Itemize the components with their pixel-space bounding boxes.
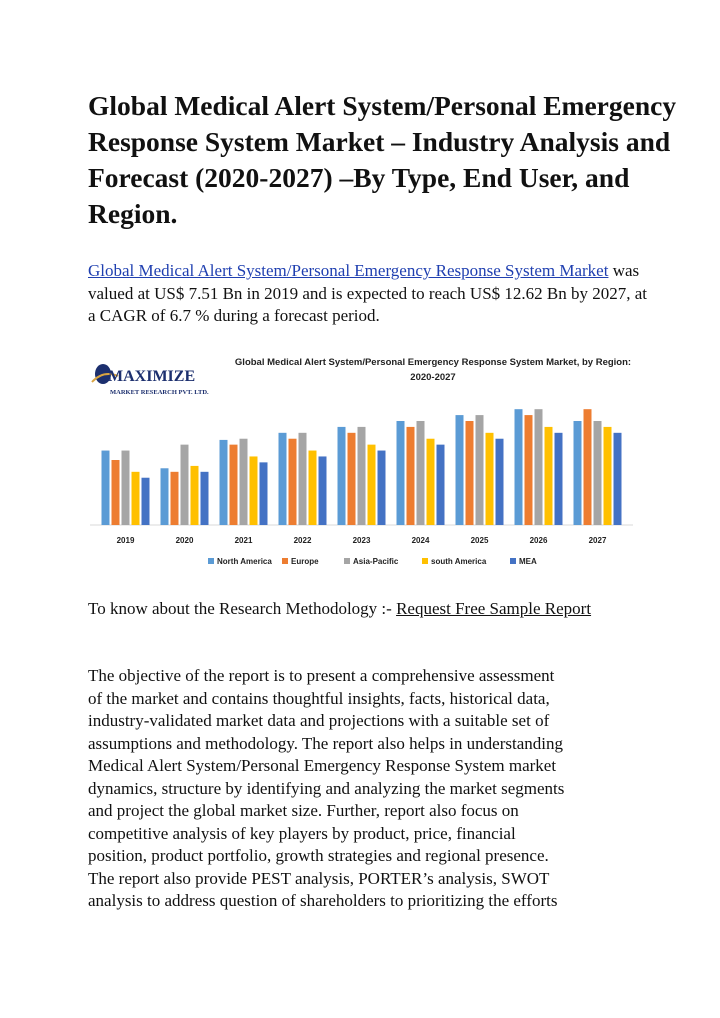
bar-south-america-2019 (132, 472, 140, 525)
bar-asia-pacific-2024 (417, 421, 425, 525)
bar-asia-pacific-2019 (122, 451, 130, 525)
bar-north-america-2026 (515, 409, 523, 525)
bar-asia-pacific-2022 (299, 433, 307, 525)
bar-mea-2020 (201, 472, 209, 525)
methodology-paragraph (88, 598, 648, 621)
x-tick-label: 2020 (175, 536, 194, 545)
x-tick-label: 2023 (352, 536, 371, 545)
intro-paragraph (88, 260, 648, 328)
bar-south-america-2027 (604, 427, 612, 525)
bar-north-america-2023 (338, 427, 346, 525)
bar-south-america-2023 (368, 445, 376, 525)
legend-label: North America (217, 557, 272, 566)
x-tick-label: 2027 (588, 536, 607, 545)
bar-europe-2020 (171, 472, 179, 525)
body-line: and project the global market size. Further, report also focus on (88, 801, 519, 820)
legend-swatch (282, 558, 288, 564)
body-line: The report also provide PEST analysis, PORTER’s analysis, SWOT (88, 868, 550, 888)
bar-mea-2026 (555, 433, 563, 525)
legend-swatch (422, 558, 428, 564)
maximize-logo (92, 364, 209, 396)
bar-south-america-2022 (309, 451, 317, 525)
logo-tagline: MARKET RESEARCH PVT. LTD. (110, 389, 209, 396)
body-line: dynamics, structure by identifying and analyzing the market segments (88, 778, 565, 798)
bar-mea-2019 (142, 478, 150, 525)
report-description (88, 665, 648, 913)
legend-swatch (344, 558, 350, 564)
bar-asia-pacific-2020 (181, 445, 189, 525)
bar-europe-2023 (348, 433, 356, 525)
bar-asia-pacific-2026 (535, 409, 543, 525)
logo-name: MAXIMIZE (108, 368, 196, 385)
body-line: competitive analysis of key players by product, price, financial (88, 823, 516, 843)
bar-mea-2024 (437, 445, 445, 525)
chart-title-line1: Global Medical Alert System/Personal Emergency Response System Market, by Region: (234, 357, 632, 368)
x-tick-label: 2022 (293, 536, 312, 545)
body-line: The objective of the report is to present a comprehensive assessment (88, 666, 555, 685)
bar-south-america-2020 (191, 466, 199, 525)
body-line: industry-validated market data and projections with a suitable set of (88, 711, 550, 730)
bar-asia-pacific-2021 (240, 439, 248, 525)
bar-europe-2026 (525, 415, 533, 525)
market-report-link[interactable]: Global Medical Alert System/Personal Emergency Response System Market (88, 261, 609, 280)
bar-south-america-2021 (250, 456, 258, 525)
body-line: of the market and contains thoughtful insights, facts, historical data, (88, 688, 550, 708)
legend-swatch (510, 558, 516, 564)
x-tick-label: 2024 (411, 536, 430, 545)
bar-asia-pacific-2025 (476, 415, 484, 525)
bar-north-america-2022 (279, 433, 287, 525)
bar-europe-2027 (584, 409, 592, 525)
chart-legend (208, 557, 537, 566)
x-axis-ticks (117, 536, 607, 545)
document-title: Global Medical Alert System/Personal Emergency Response System Market – Industry Analysis and Forecast (2020-2027) –By Type, End User, and Region. (88, 90, 677, 229)
legend-label: south America (431, 557, 487, 566)
bar-europe-2021 (230, 445, 238, 525)
bar-mea-2023 (378, 451, 386, 525)
body-line: assumptions and methodology. The report also helps in understanding (88, 733, 563, 753)
bar-series-group (102, 409, 622, 525)
x-tick-label: 2019 (116, 536, 135, 545)
bar-asia-pacific-2023 (358, 427, 366, 525)
chart-title-line2: 2020-2027 (410, 372, 456, 383)
bar-north-america-2019 (102, 451, 110, 525)
bar-north-america-2021 (220, 440, 228, 525)
legend-label: Europe (291, 557, 319, 566)
request-sample-link[interactable]: Request Free Sample Report (396, 599, 592, 618)
x-tick-label: 2025 (470, 536, 489, 545)
bar-south-america-2026 (545, 427, 553, 525)
bar-north-america-2025 (456, 415, 464, 525)
bar-north-america-2024 (397, 421, 405, 525)
bar-mea-2025 (496, 439, 504, 525)
bar-europe-2019 (112, 460, 120, 525)
bar-europe-2025 (466, 421, 474, 525)
intro-text: was valued at US$ 7.51 Bn in 2019 and is expected to reach US$ 12.62 Bn by 2027, at a CAGR of 6.7 % during a forecast period. (88, 261, 648, 325)
body-line: position, product portfolio, growth strategies and regional presence. (88, 846, 549, 865)
bar-europe-2024 (407, 427, 415, 525)
legend-label: Asia-Pacific (353, 557, 399, 566)
x-tick-label: 2026 (529, 536, 548, 545)
x-tick-label: 2021 (234, 536, 253, 545)
bar-north-america-2020 (161, 468, 169, 525)
bar-south-america-2025 (486, 433, 494, 525)
bar-north-america-2027 (574, 421, 582, 525)
bar-mea-2027 (614, 433, 622, 525)
bar-mea-2021 (260, 462, 268, 525)
methodology-text: To know about the Research Methodology :- (88, 599, 397, 618)
legend-label: MEA (519, 557, 537, 566)
legend-swatch (208, 558, 214, 564)
body-line: analysis to address question of shareholders to prioritizing the efforts (88, 891, 558, 910)
bar-europe-2022 (289, 439, 297, 525)
body-line: Medical Alert System/Personal Emergency Response System market (88, 756, 557, 775)
bar-south-america-2024 (427, 439, 435, 525)
bar-asia-pacific-2027 (594, 421, 602, 525)
market-bar-chart (88, 340, 633, 580)
bar-mea-2022 (319, 456, 327, 525)
